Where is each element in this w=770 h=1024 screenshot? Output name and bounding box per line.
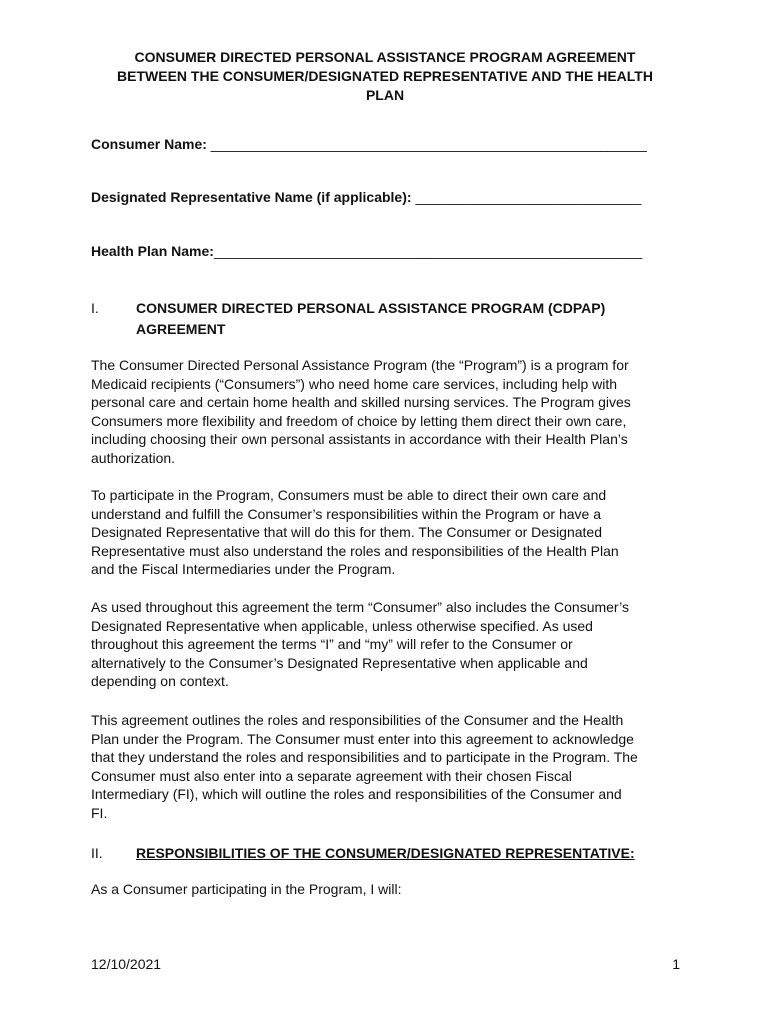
paragraph-line: Medicaid recipients (“Consumers”) who need home care services, including help with	[91, 375, 618, 392]
consumer-name-field[interactable]	[91, 136, 647, 152]
paragraph-line: Consumer must also enter into a separate agreement with their chosen Fiscal	[91, 767, 572, 784]
paragraph-definitions	[91, 598, 691, 691]
section-2-header	[91, 843, 711, 865]
paragraph-line: alternatively to the Consumer’s Designated Representative when applicable and	[91, 654, 588, 671]
paragraph-line: that they understand the roles and responsibilities and to participate in the Program. The	[91, 749, 638, 765]
paragraph-line: and the Fiscal Intermediaries under the Program.	[91, 561, 396, 577]
health-plan-name-label: Health Plan Name:	[91, 243, 214, 259]
paragraph-line: Representative must also understand the roles and responsibilities of the Health Plan	[91, 542, 619, 559]
closing-line	[91, 880, 691, 899]
paragraph-line: throughout this agreement the terms “I” and “my” will refer to the Consumer or	[91, 636, 573, 652]
section-1-number: I.	[91, 300, 99, 316]
section-1-header	[91, 298, 711, 342]
paragraph-line: including choosing their own personal assistants in accordance with their Health Plan’s	[91, 431, 628, 447]
paragraph-line: Designated Representative that will do this for them. The Consumer or Designated	[91, 524, 603, 540]
designated-representative-blank[interactable]: _____________________________	[415, 189, 642, 205]
title-line-2: BETWEEN THE CONSUMER/DESIGNATED REPRESENTATIVE AND THE HEALTH	[117, 68, 653, 84]
paragraph-program-intro	[91, 356, 691, 467]
title-line-1: CONSUMER DIRECTED PERSONAL ASSISTANCE PROGRAM AGREEMENT	[134, 49, 636, 65]
section-1-heading	[136, 298, 696, 340]
health-plan-name-field[interactable]	[91, 243, 642, 259]
paragraph-agreement-outline	[91, 711, 691, 822]
paragraph-line: As used throughout this agreement the term “Consumer” also includes the Consumer’s	[91, 599, 629, 615]
paragraph-line: understand and fulfill the Consumer’s responsibilities within the Program or have a	[91, 505, 601, 522]
paragraph-line: The Consumer Directed Personal Assistance Program (the “Program”) is a program for	[91, 357, 629, 373]
section-1-heading-line-1: CONSUMER DIRECTED PERSONAL ASSISTANCE PROGRAM (CDPAP)	[136, 300, 606, 316]
paragraph-line: depending on context.	[91, 673, 229, 689]
page-number: 1	[672, 956, 680, 972]
paragraph-line: This agreement outlines the roles and responsibilities of the Consumer and the Health	[91, 712, 624, 728]
footer-date: 12/10/2021	[91, 956, 162, 972]
paragraph-line: Intermediary (FI), which will outline the roles and responsibilities of the Consumer and	[91, 786, 622, 802]
paragraph-line: Designated Representative when applicable, unless otherwise specified. As used	[91, 617, 593, 634]
section-1-heading-line-2: AGREEMENT	[136, 321, 226, 337]
section-2-number: II.	[91, 845, 103, 861]
consumer-name-label: Consumer Name:	[91, 136, 207, 152]
paragraph-participation	[91, 486, 691, 579]
document-title	[70, 48, 700, 105]
consumer-name-blank[interactable]: ________________________________________________________	[206, 136, 647, 152]
paragraph-line: personal care and certain home health and skilled nursing services. The Program gives	[91, 394, 631, 410]
section-2-heading: RESPONSIBILITIES OF THE CONSUMER/DESIGNATED REPRESENTATIVE:	[136, 845, 635, 861]
paragraph-line: authorization.	[91, 449, 176, 466]
designated-representative-label: Designated Representative Name (if applicable):	[91, 189, 416, 205]
paragraph-line: FI.	[91, 804, 108, 821]
paragraph-line: Plan under the Program. The Consumer must enter into this agreement to acknowledge	[91, 730, 634, 747]
health-plan-name-blank[interactable]: _______________________________________________________	[213, 243, 643, 259]
paragraph-line: To participate in the Program, Consumers must be able to direct their own care and	[91, 487, 607, 503]
paragraph-line: Consumers more flexibility and freedom of choice by letting them direct their own care,	[91, 412, 627, 429]
title-line-3: PLAN	[365, 87, 405, 103]
closing-line-text: As a Consumer participating in the Program, I will:	[91, 881, 402, 897]
designated-representative-field[interactable]	[91, 189, 641, 205]
